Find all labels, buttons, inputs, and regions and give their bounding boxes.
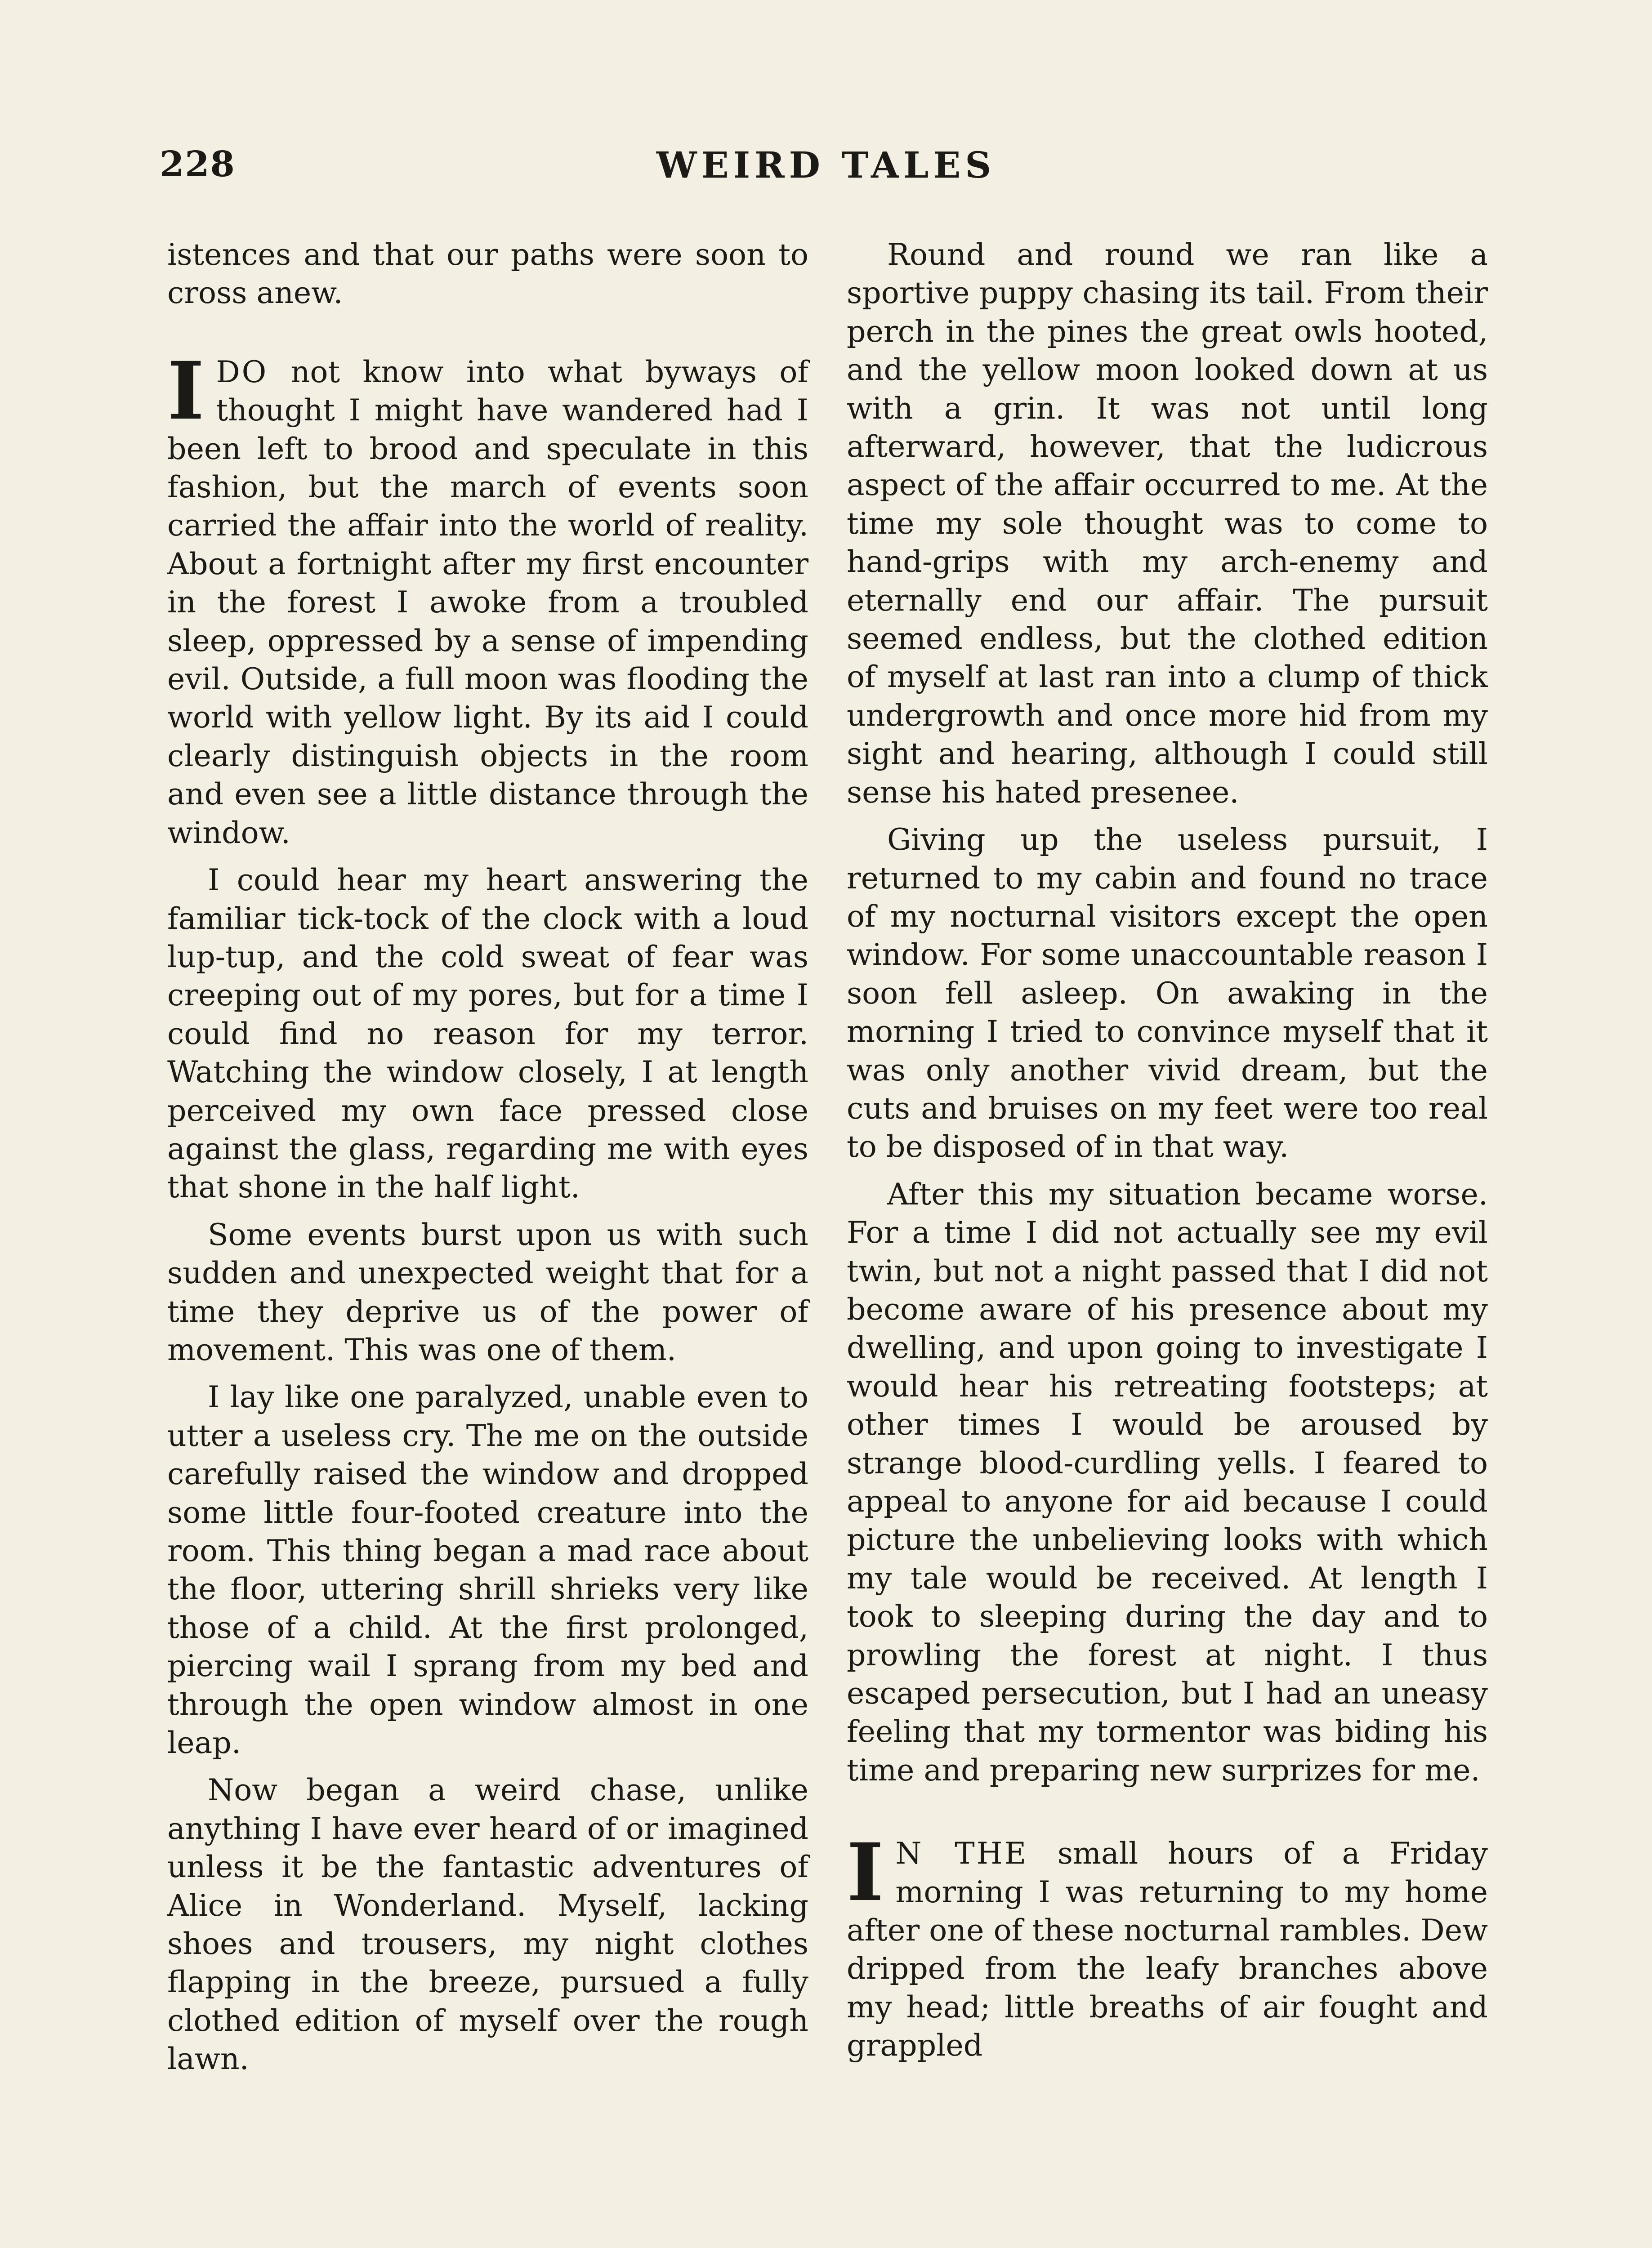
paragraph: Some events burst upon us with such sudden and unexpected weight that for a time they deprive us of the power of movement. This was one of them. [167, 1217, 808, 1367]
section-opening-paragraph [847, 1826, 1488, 2065]
drop-cap: I [847, 1826, 884, 1919]
section-opening-paragraph [167, 344, 808, 852]
paragraph-text: not know into what byways of thought I might have wandered had I been left to brood and speculate in this fashion, but the march of events soon carried the affair into the world of reality. About a fortnight after my first encounter in the forest I awoke from a troubled sleep, oppressed by a sense of impending evil. Outside, a full moon was flooding the world with yellow light. By its aid I could clearly distinguish objects in the room and even see a little distance through the window. [167, 354, 808, 850]
right-column [847, 236, 1488, 2074]
paragraph-text: small hours of a Friday morning I was returning to my home after one of these nocturnal rambles. Dew dripped from the leafy branches above my head; little breaths of air fought and grappled [847, 1836, 1488, 2063]
left-column [167, 236, 808, 2087]
small-caps-lead: N THE [895, 1836, 1028, 1871]
paragraph: istences and that our paths were soon to cross anew. [167, 237, 808, 311]
paragraph: After this my situation became worse. For a time I did not actually see my evil twin, but not a night passed that I did not become aware of his presence about my dwelling, and upon going to investigate I would hear his retreating footsteps; at other times I would be aroused by strange blood-curdling yells. I feared to appeal to anyone for aid because I could picture the unbelieving looks with which my tale would be received. At length I took to sleeping during the day and to prowling the forest at night. I thus escaped persecution, but I had an uneasy feeling that my tormentor was biding his time and preparing new surprizes for me. [847, 1176, 1488, 1788]
paragraph: I could hear my heart answering the familiar tick-tock of the clock with a loud lup-tup, and the cold sweat of fear was creeping out of my pores, but for a time I could find no reason for my terror. Watching the window closely, I at length perceived my own face pressed close against the glass, regarding me with eyes that shone in the half light. [167, 862, 808, 1205]
paragraph: Now began a weird chase, unlike anything I have ever heard of or imagined unless it be the fantastic adventures of Alice in Wonderland. Myself, lacking shoes and trousers, my night clothes flapping in the breeze, pursued a fully clothed edition of myself over the rough lawn. [167, 1772, 808, 2077]
page-number: 228 [160, 144, 236, 185]
small-caps-lead: DO [216, 354, 268, 389]
paragraph: Giving up the useless pursuit, I returned to my cabin and found no trace of my nocturnal visitors except the open window. For some unaccountable reason I soon fell asleep. On awaking in the morning I tried to convince myself that it was only another vivid dream, but the cuts and bruises on my feet were too real to be disposed of in that way. [847, 822, 1488, 1164]
paragraph: Round and round we ran like a sportive puppy chasing its tail. From their perch in the pines the great owls hooted, and the yellow moon looked down at us with a grin. It was not until long afterward, however, that the ludicrous aspect of the affair occurred to me. At the time my sole thought was to come to hand-grips with my arch-enemy and eternally end our affair. The pursuit seemed endless, but the clothed edition of myself at last ran into a clump of thick undergrowth and once more hid from my sight and hearing, although I could still sense his hated presenee. [847, 237, 1488, 810]
paragraph: I lay like one paralyzed, unable even to utter a useless cry. The me on the outside carefully raised the window and dropped some little four-footed creature into the room. This thing began a mad race about the floor, uttering shrill shrieks very like those of a child. At the first prolonged, piercing wail I sprang from my bed and through the open window almost in one leap. [167, 1379, 808, 1761]
running-head-title: WEIRD TALES [656, 144, 996, 186]
drop-cap: I [167, 344, 205, 437]
